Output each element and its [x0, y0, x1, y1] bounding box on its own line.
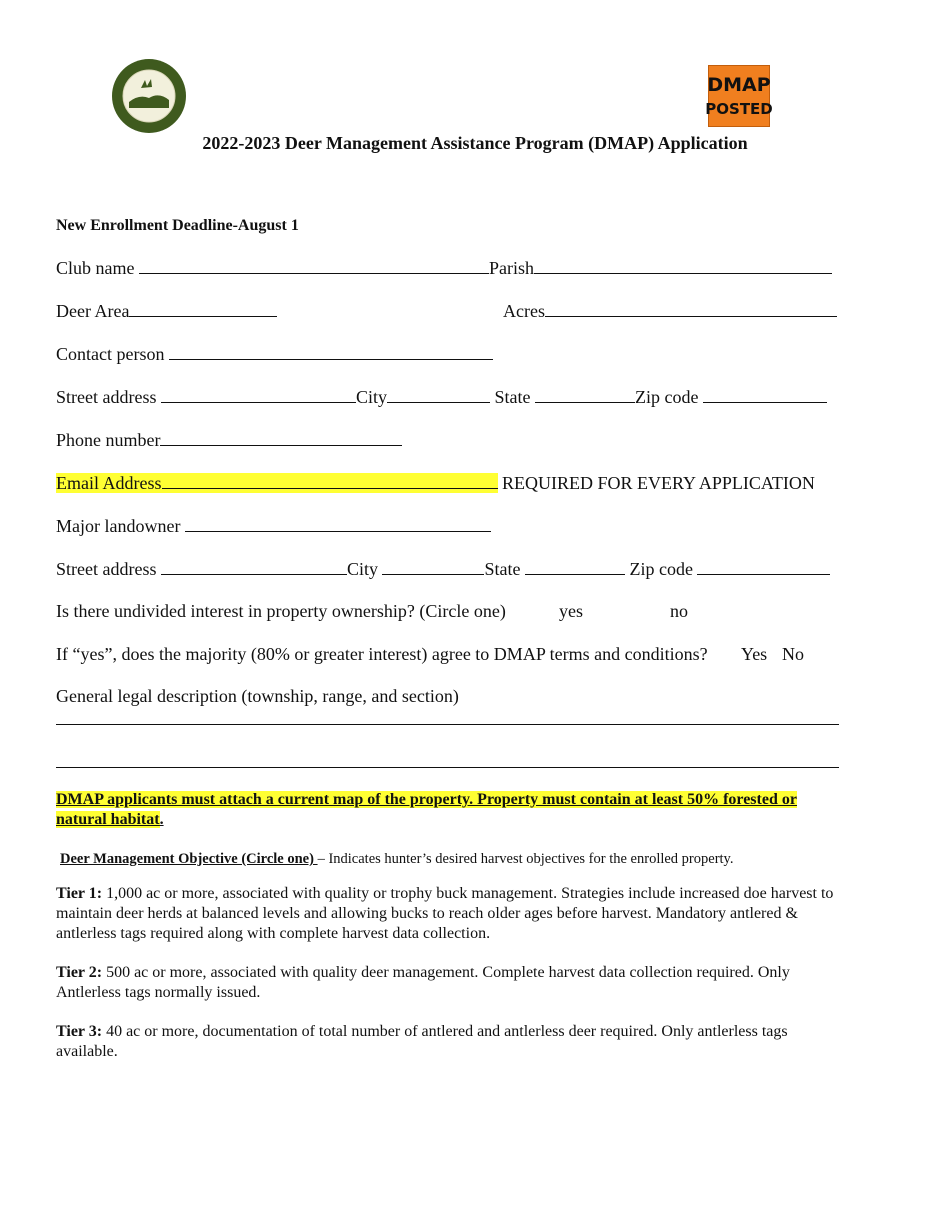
email-row — [56, 472, 815, 494]
city-2-label: City — [346, 559, 378, 579]
legal-description-line-1[interactable] — [56, 724, 839, 725]
map-requirement-note — [56, 790, 846, 830]
state-field[interactable] — [535, 386, 635, 403]
map-requirement-highlight: DMAP applicants must attach a current map of the property. Property must contain at least 50% forested or natural habitat — [56, 791, 797, 828]
majority-question: If “yes”, does the majority (80% or greater interest) agree to DMAP terms and conditions? — [56, 644, 708, 664]
tier-3-text: 40 ac or more, documentation of total number of antlered and antlerless deer required. Only antlerless tags available. — [56, 1023, 788, 1060]
majority-row — [56, 643, 708, 665]
zip-code-label: Zip code — [634, 387, 699, 407]
zip-code-2-field[interactable] — [697, 558, 830, 575]
street-address-2-field[interactable] — [161, 558, 347, 575]
ldwf-logo — [111, 58, 187, 134]
objective-text: – Indicates hunter’s desired harvest objectives for the enrolled property. — [317, 851, 734, 867]
major-landowner-field[interactable] — [185, 515, 491, 532]
map-requirement-period: . — [159, 811, 164, 828]
majority-yes-option[interactable]: Yes — [741, 644, 768, 664]
enrollment-deadline: New Enrollment Deadline-August 1 — [56, 217, 299, 234]
deer-area-row — [56, 300, 277, 322]
street-address-2-label: Street address — [56, 559, 157, 579]
deer-area-label: Deer Area — [56, 301, 130, 321]
dmap-posted-sign — [705, 65, 773, 127]
major-landowner-label: Major landowner — [56, 516, 181, 536]
contact-person-label: Contact person — [56, 344, 165, 364]
address-row — [56, 386, 827, 408]
email-highlight — [56, 473, 498, 493]
club-name-label: Club name — [56, 258, 135, 278]
tier-3-label: Tier 3: — [56, 1023, 103, 1040]
contact-person-row — [56, 343, 493, 365]
legal-description-line-2[interactable] — [56, 767, 839, 768]
state-2-label: State — [484, 559, 521, 579]
undivided-question: Is there undivided interest in property ownership? (Circle one) — [56, 601, 506, 621]
undivided-no-option[interactable]: no — [670, 601, 688, 621]
phone-number-field[interactable] — [160, 429, 402, 446]
tier-1[interactable] — [56, 884, 846, 944]
email-required-note: REQUIRED FOR EVERY APPLICATION — [502, 473, 815, 493]
club-name-field[interactable] — [139, 257, 489, 274]
parish-label: Parish — [489, 258, 534, 278]
zip-code-2-label: Zip code — [629, 559, 693, 579]
phone-number-label: Phone number — [56, 430, 161, 450]
zip-code-field[interactable] — [703, 386, 827, 403]
contact-person-field[interactable] — [169, 343, 493, 360]
landowner-address-row — [56, 558, 830, 580]
tier-2-text: 500 ac or more, associated with quality deer management. Complete harvest data collection required. Only Antlerless tags normally issued. — [56, 964, 790, 1001]
svg-text:POSTED: POSTED — [705, 100, 773, 118]
state-2-field[interactable] — [525, 558, 625, 575]
undivided-row — [56, 600, 506, 622]
city-2-field[interactable] — [382, 558, 484, 575]
tier-1-label: Tier 1: — [56, 885, 103, 902]
page-title: 2022-2023 Deer Management Assistance Program (DMAP) Application — [202, 133, 748, 153]
undivided-yes-option[interactable]: yes — [559, 601, 583, 621]
street-address-label: Street address — [56, 387, 157, 407]
svg-text:DMAP: DMAP — [707, 74, 771, 96]
club-name-row — [56, 257, 832, 279]
city-label: City — [355, 387, 387, 407]
landowner-row — [56, 515, 491, 537]
street-address-field[interactable] — [161, 386, 356, 403]
tier-2[interactable] — [56, 963, 846, 1003]
objective-heading — [60, 849, 850, 869]
tier-1-text: 1,000 ac or more, associated with quality or trophy buck management. Strategies include increased doe harvest to maintain deer herds at balanced levels and allowing bucks to reach older ages before harvest. Mandatory antlered & antlerless tags required along with complete harvest data collection. — [56, 885, 834, 942]
acres-label: Acres — [503, 301, 545, 321]
legal-description-label: General legal description (township, range, and section) — [56, 686, 459, 706]
tier-3[interactable] — [56, 1022, 846, 1062]
email-address-field[interactable] — [162, 472, 498, 489]
deer-area-field[interactable] — [129, 300, 277, 317]
objective-label: Deer Management Objective (Circle one) — [60, 851, 318, 867]
email-address-label: Email Address — [56, 473, 162, 493]
acres-field[interactable] — [545, 300, 837, 317]
parish-field[interactable] — [534, 257, 832, 274]
state-label: State — [494, 387, 531, 407]
acres-row — [503, 300, 837, 322]
city-field[interactable] — [387, 386, 490, 403]
tier-2-label: Tier 2: — [56, 964, 103, 981]
majority-no-option[interactable]: No — [782, 644, 804, 664]
phone-row — [56, 429, 402, 451]
